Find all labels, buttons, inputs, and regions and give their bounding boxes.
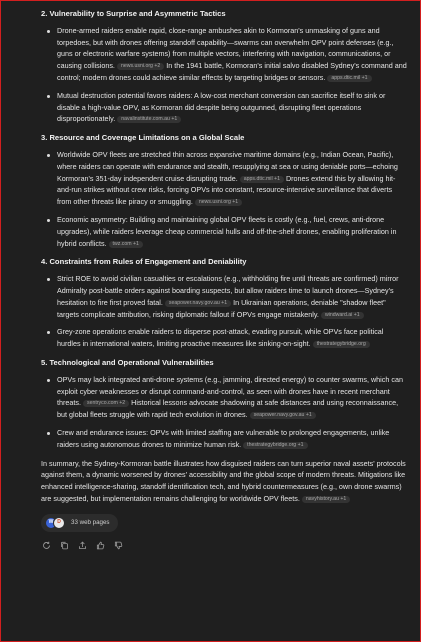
citation-chip[interactable]: thestrategybridge.org bbox=[313, 341, 370, 348]
body-text: Historical lessons advocate shadowing at safe distances and using reconnaissance, but global fleets struggle with rapid tech evolution in drones. bbox=[57, 398, 399, 420]
body-text: OPVs may lack integrated anti-drone systems (e.g., jamming, directed energy) to counter swarms, which can exploit cyber weaknesses or disrupt command-and-control, as seen with drones have in recent merchant threats. bbox=[57, 374, 403, 408]
citation-chip[interactable]: apps.dtic.mil +1 bbox=[327, 75, 371, 82]
sources-button[interactable] bbox=[41, 514, 118, 532]
body-text: Strict ROE to avoid civilian casualties or escalations (e.g., withholding fire until threats are confirmed) mirror Admiralty post-battle orders against boarding suspects, but allow raiders time to launch drones—Sydney's hesitation to fire first proved fatal. bbox=[57, 274, 399, 307]
bullet-item bbox=[57, 25, 408, 84]
citation-chip[interactable]: news.usni.org +2 bbox=[117, 63, 164, 70]
thumbs-up-icon[interactable] bbox=[96, 541, 105, 550]
sections-container bbox=[41, 8, 408, 451]
bullet-item bbox=[57, 214, 408, 249]
body-text: Mutual destruction potential favors raiders: A low-cost merchant conversion can sacrifice itself to sink or disable a high-value OPV, as Kormoran did despite being outgunned, disrupting fleet operations disproportionately. bbox=[57, 90, 386, 124]
body-text: In Ukrainian operations, deniable "shadow fleet" targets complicate attribution, risking diplomatic fallout if OPVs engage mistakenly. bbox=[57, 297, 386, 319]
body-text: In summary, the Sydney-Kormoran battle illustrates how disguised raiders can turn superior naval assets' protocols against them, a dynamic worsened by drones' accessibility and the global scope of modern threats. Mitigations like enhanced intelligence-sharing, standoff identification tech, and hybrid countermeasures (e.g., own drone swarms) are suggested, but implementation remains challenging for worldwide OPV fleets. bbox=[41, 458, 406, 503]
body-text: Worldwide OPV fleets are stretched thin across expansive maritime domains (e.g., Indian Ocean, Pacific), where raiders can operate with endurance and stealth, resupplying at sea or using deniable ports—echoing Kormoran's 351-day independent cruise disrupting trade. bbox=[57, 149, 398, 183]
source-avatars bbox=[45, 517, 65, 529]
section-heading: 5. Technological and Operational Vulnerabilities bbox=[41, 357, 214, 367]
body-text: Economic asymmetry: Building and maintaining global OPV fleets is costly (e.g., fuel, crews, anti-drone upgrades), while raiders leverage cheap commercial hulls and off-the-shelf drones, enabling proliferation in hybrid conflicts. bbox=[57, 214, 397, 248]
citation-chip[interactable]: windward.ai +1 bbox=[321, 312, 364, 319]
bullet-item bbox=[57, 427, 408, 451]
section bbox=[41, 357, 408, 451]
bullet-list bbox=[41, 374, 408, 451]
body-text: Crew and endurance issues: OPVs with limited staffing are vulnerable to prolonged engagements, unlike raiders using autonomous drones to minimize human risk. bbox=[57, 427, 390, 449]
source-avatar: W bbox=[45, 517, 57, 529]
response-content bbox=[1, 1, 420, 550]
bullet-item bbox=[57, 374, 408, 421]
citation-chip[interactable]: twz.com +1 bbox=[109, 241, 143, 248]
bullet-item bbox=[57, 273, 408, 320]
thumbs-down-icon[interactable] bbox=[114, 541, 123, 550]
source-avatar: D bbox=[53, 517, 65, 529]
body-text: Drones extend this by allowing hit-and-run strikes without crew risks, forcing OPVs into constant, resource-intensive surveillance that diverts from other threats like piracy or smuggling. bbox=[57, 173, 396, 207]
section bbox=[41, 8, 408, 125]
citation-chip[interactable]: news.usni.org +1 bbox=[195, 199, 242, 206]
bullet-list bbox=[41, 25, 408, 125]
citation-chip[interactable]: seapower.navy.gov.au +1 bbox=[165, 300, 231, 307]
message-actions bbox=[41, 541, 408, 550]
section-heading: 2. Vulnerability to Surprise and Asymmetric Tactics bbox=[41, 9, 226, 18]
section-heading: 3. Resource and Coverage Limitations on a Global Scale bbox=[41, 133, 245, 143]
summary-paragraph bbox=[41, 458, 408, 505]
body-text: In the 1941 battle, Kormoran's initial salvo disabled Sydney's command and control; modern drones could achieve similar effects by targeting bridges or sensors. bbox=[57, 61, 407, 82]
citation-chip[interactable]: seapower.navy.gov.au +1 bbox=[250, 412, 316, 419]
bullet-item bbox=[57, 149, 408, 208]
body-text: Grey-zone operations enable raiders to disperse post-attack, evading pursuit, while OPVs face political hurdles in international waters, limiting proactive measures like sinking-on-sight. bbox=[57, 327, 384, 349]
bullet-item bbox=[57, 326, 408, 350]
bullet-list bbox=[41, 149, 408, 249]
section-heading: 4. Constraints from Rules of Engagement and Deniability bbox=[41, 257, 247, 267]
share-icon[interactable] bbox=[78, 541, 87, 550]
citation-chip[interactable]: sentryco.com +2 bbox=[83, 400, 129, 407]
copy-icon[interactable] bbox=[60, 541, 69, 550]
bullet-item bbox=[57, 90, 408, 125]
citation-chip[interactable]: apps.dtic.mil +1 bbox=[240, 176, 284, 183]
regenerate-icon[interactable] bbox=[42, 541, 51, 550]
sources-label: 33 web pages bbox=[71, 518, 110, 526]
body-text: Drone-armed raiders enable rapid, close-range ambushes akin to Kormoran's unmasking of guns and torpedoes, but with drones offering standoff capability—swarms can overwhelm OPV point defenses (e.g., guns or electronic warfare systems) from multiple vectors, interfering with navigation, communications, or causing collisions. bbox=[57, 25, 394, 71]
citation-chip[interactable]: thestrategybridge.org +1 bbox=[243, 442, 307, 449]
citation-chip[interactable]: navyhistory.au +1 bbox=[302, 496, 350, 503]
citation-chip[interactable]: navalinstitute.com.au +1 bbox=[117, 116, 181, 123]
section bbox=[41, 132, 408, 249]
bullet-list bbox=[41, 273, 408, 350]
section bbox=[41, 256, 408, 350]
